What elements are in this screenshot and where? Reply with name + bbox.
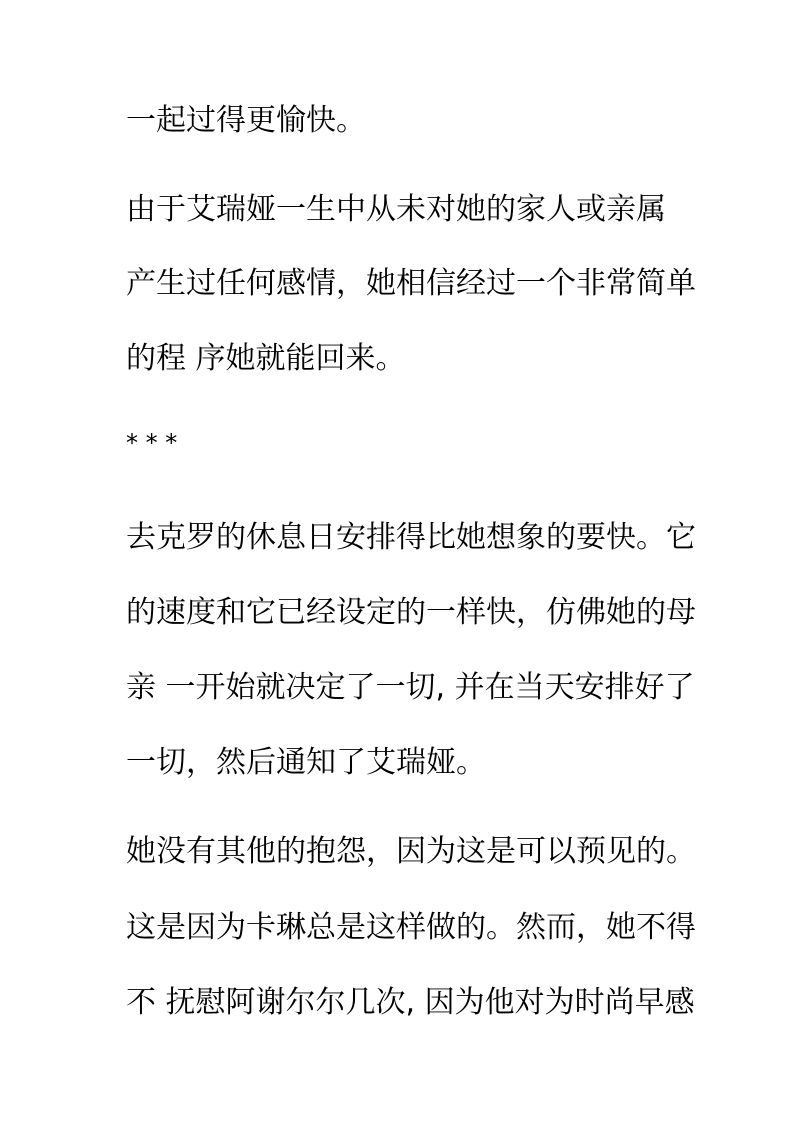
- text-line-3: 产生过任何感情，她相信经过一个非常简单: [126, 266, 696, 301]
- text-line-11: 不 抚慰阿谢尔尔几次, 因为他对为时尚早感: [126, 985, 695, 1020]
- text-line-1: 一起过得更愉快。: [126, 103, 366, 138]
- text-line-4: 的程 序她就能回来。: [126, 341, 406, 376]
- scene-break: * * *: [126, 429, 178, 457]
- text-line-8: 一切，然后通知了艾瑞娅。: [126, 745, 486, 780]
- text-line-2: 由于艾瑞娅一生中从未对她的家人或亲属: [126, 192, 666, 227]
- text-line-5: 去克罗的休息日安排得比她想象的要快。它: [126, 520, 696, 555]
- text-line-6: 的速度和它已经设定的一样快，仿佛她的母: [126, 595, 696, 630]
- text-line-7: 亲 一开始就决定了一切, 并在当天安排好了: [126, 670, 695, 705]
- text-line-10: 这是因为卡琳总是这样做的。然而，她不得: [126, 910, 696, 945]
- text-line-9: 她没有其他的抱怨，因为这是可以预见的。: [126, 834, 696, 869]
